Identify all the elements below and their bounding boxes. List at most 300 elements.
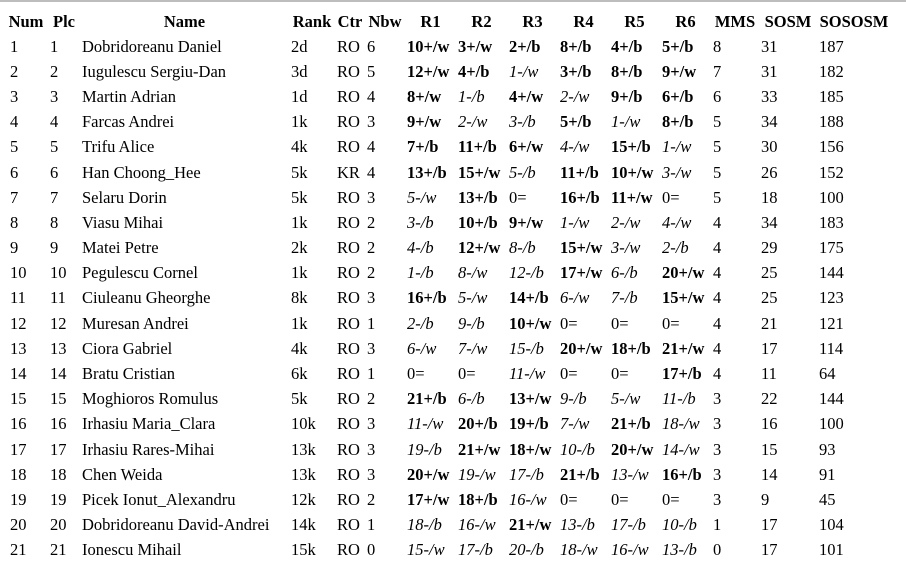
- cell-num: 1: [10, 36, 19, 56]
- cell-sososm: 64: [819, 364, 836, 384]
- cell-plc: 20: [50, 515, 67, 535]
- table-row: [4, 160, 891, 185]
- cell-ctr: RO: [337, 439, 360, 459]
- cell-sososm: 182: [819, 61, 844, 81]
- cell-rank: 13k: [291, 464, 316, 484]
- top-border: [0, 0, 906, 2]
- round-result-cell: 6+/b: [662, 86, 694, 106]
- round-result-cell: 19-/w: [458, 464, 496, 484]
- cell-ctr: RO: [337, 187, 360, 207]
- cell-sosm: 29: [761, 238, 778, 258]
- cell-sososm: 188: [819, 112, 844, 132]
- round-result-cell: 15-/b: [509, 338, 544, 358]
- cell-rank: 2d: [291, 36, 308, 56]
- round-result-cell: 11+/b: [458, 137, 497, 157]
- cell-rank: 8k: [291, 288, 308, 308]
- round-result-cell: 16-/w: [458, 515, 496, 535]
- table-row: [4, 437, 891, 462]
- cell-sososm: 121: [819, 313, 844, 333]
- cell-sososm: 45: [819, 489, 836, 509]
- round-result-cell: 12+/w: [407, 61, 450, 81]
- table-row: [4, 59, 891, 84]
- cell-plc: 16: [50, 414, 67, 434]
- cell-sosm: 16: [761, 414, 778, 434]
- cell-num: 14: [10, 364, 27, 384]
- column-header-sososm: SOSOSM: [819, 11, 889, 31]
- column-header-r2: R2: [471, 11, 492, 31]
- cell-ctr: RO: [337, 212, 360, 232]
- table-row: [4, 210, 891, 235]
- round-result-cell: 15+/w: [560, 238, 603, 258]
- cell-name: Picek Ionut_Alexandru: [82, 489, 236, 509]
- cell-nbw: 6: [367, 36, 376, 56]
- round-result-cell: 0=: [560, 313, 578, 333]
- round-result-cell: 11-/b: [662, 389, 696, 409]
- round-result-cell: 11-/w: [407, 414, 444, 434]
- round-result-cell: 13-/w: [611, 464, 649, 484]
- round-result-cell: 0=: [458, 364, 476, 384]
- column-header-sosm: SOSM: [764, 11, 812, 31]
- cell-ctr: RO: [337, 338, 360, 358]
- cell-sososm: 144: [819, 263, 844, 283]
- cell-name: Dobridoreanu Daniel: [82, 36, 222, 56]
- cell-plc: 3: [50, 86, 59, 106]
- cell-nbw: 2: [367, 238, 376, 258]
- round-result-cell: 12+/w: [458, 238, 501, 258]
- cell-sosm: 21: [761, 313, 778, 333]
- cell-mms: 3: [713, 489, 722, 509]
- table-row: [4, 412, 891, 437]
- round-result-cell: 11-/w: [509, 364, 546, 384]
- table-row: [4, 236, 891, 261]
- cell-nbw: 1: [367, 313, 376, 333]
- cell-name: Bratu Cristian: [82, 364, 176, 384]
- table-row: [4, 311, 891, 336]
- round-result-cell: 6-/b: [611, 263, 638, 283]
- round-result-cell: 7+/b: [407, 137, 439, 157]
- cell-nbw: 2: [367, 489, 376, 509]
- cell-nbw: 2: [367, 263, 376, 283]
- round-result-cell: 20+/w: [407, 464, 450, 484]
- cell-sososm: 93: [819, 439, 836, 459]
- cell-sososm: 156: [819, 137, 844, 157]
- cell-rank: 1k: [291, 212, 308, 232]
- cell-rank: 5k: [291, 187, 308, 207]
- cell-rank: 13k: [291, 439, 316, 459]
- round-result-cell: 3-/w: [611, 238, 641, 258]
- cell-name: Ciora Gabriel: [82, 338, 173, 358]
- cell-num: 12: [10, 313, 27, 333]
- cell-plc: 11: [50, 288, 66, 308]
- cell-nbw: 3: [367, 414, 376, 434]
- round-result-cell: 18+/b: [611, 338, 651, 358]
- round-result-cell: 8-/b: [509, 238, 536, 258]
- table-row: [4, 34, 891, 59]
- round-result-cell: 5-/w: [407, 187, 437, 207]
- cell-num: 21: [10, 540, 27, 560]
- round-result-cell: 2-/b: [662, 238, 689, 258]
- cell-rank: 4k: [291, 137, 308, 157]
- column-header-ctr: Ctr: [337, 11, 363, 31]
- cell-plc: 17: [50, 439, 67, 459]
- round-result-cell: 9+/b: [611, 86, 643, 106]
- cell-sososm: 152: [819, 162, 844, 182]
- cell-mms: 5: [713, 187, 722, 207]
- round-result-cell: 6-/b: [458, 389, 485, 409]
- cell-ctr: RO: [337, 112, 360, 132]
- round-result-cell: 20+/b: [458, 414, 498, 434]
- standings-body: [4, 34, 891, 563]
- cell-mms: 5: [713, 162, 722, 182]
- cell-sososm: 123: [819, 288, 844, 308]
- cell-num: 19: [10, 489, 27, 509]
- cell-sosm: 26: [761, 162, 778, 182]
- cell-name: Viasu Mihai: [82, 212, 164, 232]
- round-result-cell: 5-/w: [611, 389, 641, 409]
- round-result-cell: 1-/w: [509, 61, 539, 81]
- cell-name: Matei Petre: [82, 238, 159, 258]
- round-result-cell: 15-/w: [407, 540, 445, 560]
- cell-sosm: 15: [761, 439, 778, 459]
- round-result-cell: 5+/b: [560, 112, 592, 132]
- cell-nbw: 3: [367, 112, 376, 132]
- cell-nbw: 4: [367, 162, 376, 182]
- cell-nbw: 3: [367, 338, 376, 358]
- cell-plc: 4: [50, 112, 59, 132]
- table-row: [4, 84, 891, 109]
- cell-name: Dobridoreanu David-Andrei: [82, 515, 270, 535]
- round-result-cell: 16+/b: [662, 464, 702, 484]
- round-result-cell: 21+/b: [407, 389, 447, 409]
- cell-sosm: 34: [761, 212, 778, 232]
- round-result-cell: 21+/w: [662, 338, 705, 358]
- cell-plc: 14: [50, 364, 67, 384]
- round-result-cell: 3+/w: [458, 36, 493, 56]
- round-result-cell: 9+/w: [662, 61, 697, 81]
- round-result-cell: 13+/b: [407, 162, 447, 182]
- cell-nbw: 3: [367, 464, 376, 484]
- column-header-mms: MMS: [714, 11, 756, 31]
- round-result-cell: 10+/w: [611, 162, 654, 182]
- round-result-cell: 2-/w: [560, 86, 590, 106]
- cell-ctr: RO: [337, 414, 360, 434]
- cell-ctr: RO: [337, 263, 360, 283]
- cell-name: Chen Weida: [82, 464, 163, 484]
- cell-num: 4: [10, 112, 19, 132]
- round-result-cell: 18-/b: [407, 515, 442, 535]
- round-result-cell: 1-/b: [407, 263, 434, 283]
- column-header-plc: Plc: [53, 11, 75, 31]
- cell-sosm: 18: [761, 187, 778, 207]
- cell-mms: 4: [713, 212, 722, 232]
- cell-sosm: 31: [761, 36, 778, 56]
- cell-sosm: 31: [761, 61, 778, 81]
- round-result-cell: 1-/w: [560, 212, 590, 232]
- cell-name: Han Choong_Hee: [82, 162, 201, 182]
- table-row: [4, 110, 891, 135]
- round-result-cell: 15+/w: [458, 162, 501, 182]
- table-row: [4, 361, 891, 386]
- round-result-cell: 8+/w: [407, 86, 442, 106]
- round-result-cell: 0=: [611, 364, 629, 384]
- cell-num: 20: [10, 515, 27, 535]
- round-result-cell: 20-/b: [509, 540, 544, 560]
- cell-mms: 6: [713, 86, 722, 106]
- round-result-cell: 13+/w: [509, 389, 552, 409]
- cell-rank: 12k: [291, 489, 316, 509]
- cell-sososm: 144: [819, 389, 844, 409]
- cell-sosm: 25: [761, 263, 778, 283]
- cell-sososm: 187: [819, 36, 844, 56]
- round-result-cell: 6+/w: [509, 137, 544, 157]
- round-result-cell: 10+/w: [407, 36, 450, 56]
- cell-ctr: RO: [337, 238, 360, 258]
- cell-num: 15: [10, 389, 27, 409]
- cell-name: Farcas Andrei: [82, 112, 175, 132]
- round-result-cell: 3-/w: [662, 162, 692, 182]
- cell-num: 7: [10, 187, 19, 207]
- round-result-cell: 8+/b: [611, 61, 643, 81]
- round-result-cell: 4+/b: [611, 36, 643, 56]
- column-header-r6: R6: [675, 11, 696, 31]
- round-result-cell: 12-/b: [509, 263, 544, 283]
- round-result-cell: 16-/w: [509, 489, 547, 509]
- round-result-cell: 0=: [560, 364, 578, 384]
- cell-sososm: 91: [819, 464, 836, 484]
- cell-plc: 18: [50, 464, 67, 484]
- cell-plc: 5: [50, 137, 59, 157]
- round-result-cell: 0=: [662, 489, 680, 509]
- round-result-cell: 3-/b: [509, 112, 536, 132]
- round-result-cell: 4-/w: [662, 212, 692, 232]
- cell-ctr: RO: [337, 364, 360, 384]
- cell-sosm: 17: [761, 338, 778, 358]
- column-header-num: Num: [8, 11, 44, 31]
- cell-mms: 3: [713, 464, 722, 484]
- round-result-cell: 2-/w: [458, 112, 488, 132]
- cell-sososm: 104: [819, 515, 844, 535]
- cell-name: Ionescu Mihail: [82, 540, 182, 560]
- round-result-cell: 1-/w: [662, 137, 692, 157]
- table-row: [4, 336, 891, 361]
- cell-sosm: 17: [761, 515, 778, 535]
- round-result-cell: 7-/b: [611, 288, 638, 308]
- round-result-cell: 4-/b: [407, 238, 434, 258]
- round-result-cell: 18-/w: [560, 540, 598, 560]
- cell-sososm: 114: [819, 338, 844, 358]
- cell-plc: 12: [50, 313, 67, 333]
- cell-num: 11: [10, 288, 26, 308]
- round-result-cell: 0=: [662, 187, 680, 207]
- column-header-r5: R5: [624, 11, 645, 31]
- round-result-cell: 5-/b: [509, 162, 536, 182]
- cell-ctr: RO: [337, 86, 360, 106]
- round-result-cell: 7-/w: [560, 414, 590, 434]
- round-result-cell: 19+/b: [509, 414, 549, 434]
- round-result-cell: 16-/w: [611, 540, 649, 560]
- cell-ctr: RO: [337, 515, 360, 535]
- round-result-cell: 21+/w: [458, 439, 501, 459]
- round-result-cell: 2-/w: [611, 212, 641, 232]
- round-result-cell: 17-/b: [458, 540, 493, 560]
- cell-ctr: RO: [337, 389, 360, 409]
- round-result-cell: 17+/w: [407, 489, 450, 509]
- round-result-cell: 3-/b: [407, 212, 434, 232]
- cell-name: Muresan Andrei: [82, 313, 189, 333]
- cell-rank: 5k: [291, 162, 308, 182]
- cell-mms: 4: [713, 338, 722, 358]
- round-result-cell: 11+/w: [611, 187, 653, 207]
- round-result-cell: 0=: [662, 313, 680, 333]
- round-result-cell: 20+/w: [611, 439, 654, 459]
- cell-rank: 6k: [291, 364, 308, 384]
- cell-plc: 21: [50, 540, 67, 560]
- round-result-cell: 14+/b: [509, 288, 549, 308]
- cell-nbw: 2: [367, 389, 376, 409]
- cell-plc: 15: [50, 389, 67, 409]
- table-row: [4, 487, 891, 512]
- cell-ctr: RO: [337, 61, 360, 81]
- round-result-cell: 16+/b: [407, 288, 447, 308]
- round-result-cell: 10-/b: [560, 439, 595, 459]
- round-result-cell: 1-/w: [611, 112, 641, 132]
- round-result-cell: 9-/b: [560, 389, 587, 409]
- column-header-r3: R3: [522, 11, 543, 31]
- cell-rank: 1k: [291, 313, 308, 333]
- round-result-cell: 4+/w: [509, 86, 544, 106]
- table-row: [4, 538, 891, 563]
- table-row: [4, 261, 891, 286]
- round-result-cell: 18-/w: [662, 414, 700, 434]
- round-result-cell: 17-/b: [509, 464, 544, 484]
- round-result-cell: 1-/b: [458, 86, 485, 106]
- cell-mms: 4: [713, 263, 722, 283]
- cell-plc: 9: [50, 238, 59, 258]
- cell-num: 16: [10, 414, 27, 434]
- cell-sosm: 9: [761, 489, 770, 509]
- table-row: [4, 286, 891, 311]
- round-result-cell: 4+/b: [458, 61, 490, 81]
- cell-rank: 1d: [291, 86, 308, 106]
- cell-name: Irhasiu Rares-Mihai: [82, 439, 215, 459]
- round-result-cell: 21+/w: [509, 515, 552, 535]
- cell-nbw: 3: [367, 439, 376, 459]
- cell-name: Martin Adrian: [82, 86, 176, 106]
- cell-num: 17: [10, 439, 27, 459]
- cell-num: 3: [10, 86, 19, 106]
- table-row: [4, 185, 891, 210]
- column-header-name: Name: [163, 11, 206, 31]
- round-result-cell: 18+/w: [509, 439, 552, 459]
- round-result-cell: 2-/b: [407, 313, 434, 333]
- column-header-r4: R4: [573, 11, 594, 31]
- table-row: [4, 135, 891, 160]
- cell-mms: 5: [713, 112, 722, 132]
- round-result-cell: 0=: [509, 187, 527, 207]
- round-result-cell: 0=: [560, 489, 578, 509]
- cell-sosm: 11: [761, 364, 777, 384]
- cell-plc: 10: [50, 263, 67, 283]
- cell-rank: 14k: [291, 515, 316, 535]
- round-result-cell: 0=: [611, 489, 629, 509]
- cell-sosm: 30: [761, 137, 778, 157]
- cell-nbw: 5: [367, 61, 376, 81]
- cell-nbw: 2: [367, 212, 376, 232]
- cell-rank: 1k: [291, 112, 308, 132]
- table-row: [4, 462, 891, 487]
- round-result-cell: 17-/b: [611, 515, 646, 535]
- round-result-cell: 5+/b: [662, 36, 694, 56]
- cell-ctr: RO: [337, 36, 360, 56]
- cell-plc: 6: [50, 162, 59, 182]
- cell-plc: 8: [50, 212, 59, 232]
- round-result-cell: 14-/w: [662, 439, 700, 459]
- round-result-cell: 11+/b: [560, 162, 599, 182]
- cell-plc: 19: [50, 489, 67, 509]
- cell-nbw: 1: [367, 515, 376, 535]
- cell-rank: 10k: [291, 414, 316, 434]
- cell-rank: 3d: [291, 61, 308, 81]
- round-result-cell: 19-/b: [407, 439, 442, 459]
- cell-sososm: 175: [819, 238, 844, 258]
- round-result-cell: 9+/w: [509, 212, 544, 232]
- cell-ctr: RO: [337, 288, 360, 308]
- round-result-cell: 21+/b: [560, 464, 600, 484]
- cell-mms: 3: [713, 414, 722, 434]
- round-result-cell: 13-/b: [662, 540, 697, 560]
- round-result-cell: 13-/b: [560, 515, 595, 535]
- cell-num: 2: [10, 61, 19, 81]
- round-result-cell: 10-/b: [662, 515, 697, 535]
- cell-mms: 1: [713, 515, 722, 535]
- cell-nbw: 4: [367, 86, 376, 106]
- cell-plc: 13: [50, 338, 67, 358]
- round-result-cell: 4-/w: [560, 137, 590, 157]
- cell-nbw: 3: [367, 288, 376, 308]
- column-header-rank: Rank: [292, 11, 332, 31]
- cell-nbw: 0: [367, 540, 376, 560]
- round-result-cell: 15+/w: [662, 288, 705, 308]
- cell-rank: 4k: [291, 338, 308, 358]
- column-header-nbw: Nbw: [368, 11, 402, 31]
- cell-sosm: 34: [761, 112, 778, 132]
- round-result-cell: 9-/b: [458, 313, 485, 333]
- cell-mms: 4: [713, 238, 722, 258]
- cell-sososm: 100: [819, 187, 844, 207]
- cell-ctr: KR: [337, 162, 360, 182]
- cell-ctr: RO: [337, 313, 360, 333]
- cell-mms: 4: [713, 364, 722, 384]
- cell-plc: 1: [50, 36, 59, 56]
- round-result-cell: 5-/w: [458, 288, 488, 308]
- header-row: [4, 9, 891, 34]
- cell-mms: 4: [713, 313, 722, 333]
- cell-num: 5: [10, 137, 19, 157]
- cell-mms: 0: [713, 540, 722, 560]
- round-result-cell: 6-/w: [560, 288, 590, 308]
- cell-sosm: 33: [761, 86, 778, 106]
- cell-ctr: RO: [337, 540, 360, 560]
- cell-num: 6: [10, 162, 19, 182]
- cell-name: Ciuleanu Gheorghe: [82, 288, 211, 308]
- cell-nbw: 1: [367, 364, 376, 384]
- cell-mms: 7: [713, 61, 722, 81]
- table-row: [4, 387, 891, 412]
- cell-name: Irhasiu Maria_Clara: [82, 414, 216, 434]
- column-header-r1: R1: [420, 11, 441, 31]
- round-result-cell: 10+/w: [509, 313, 552, 333]
- cell-sososm: 101: [819, 540, 844, 560]
